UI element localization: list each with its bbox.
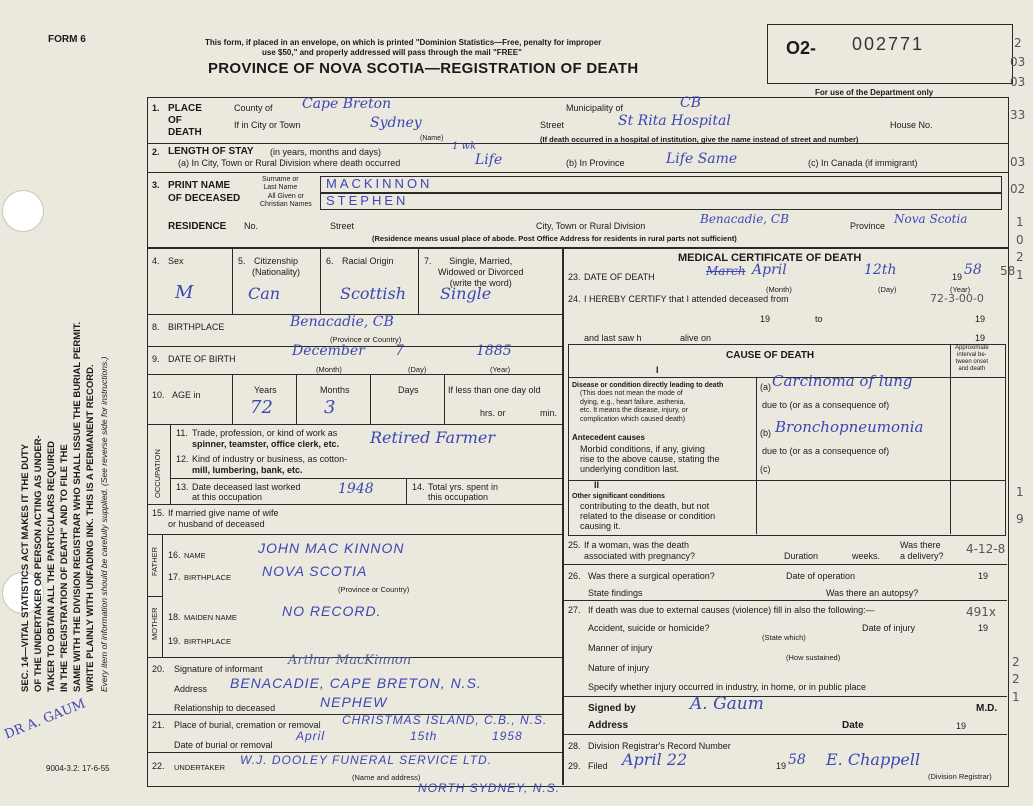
dob-month: December (292, 343, 365, 359)
burial-place-value: CHRISTMAS ISLAND, C.B., N.S. (342, 713, 548, 727)
pencil-code: 2 (1016, 250, 1024, 264)
pencil-code: 2 (1012, 655, 1020, 669)
informant-address-label: Address (174, 684, 208, 694)
father-name-label: NAME (184, 551, 206, 560)
item-20-number: 20. (152, 664, 165, 674)
record-number-label: Division Registrar's Record Number (588, 741, 731, 751)
footer-code: 9004-3.2: 17-6-55 (46, 764, 110, 773)
last-worked-value: 1948 (338, 481, 374, 497)
item-22-number: 22. (152, 761, 165, 771)
occupation-label: OCCUPATION (153, 449, 162, 498)
manner-label: Manner of injury (588, 643, 653, 653)
pencil-code: 02 (1010, 182, 1026, 196)
place-of-death-label: PLACE OF DEATH (168, 103, 202, 138)
residence-city-value: Benacadie, CB (700, 212, 789, 226)
industry-label-2: mill, lumbering, bank, etc. (192, 465, 303, 475)
pencil-code: 491x (966, 605, 997, 619)
street-value: St Rita Hospital (618, 113, 731, 129)
dob-year-sub: (Year) (490, 365, 511, 374)
dob-month-sub: (Month) (316, 365, 342, 374)
medical-certificate-title: MEDICAL CERTIFICATE OF DEATH (678, 252, 862, 264)
woman-label: If a woman, was the death (584, 540, 690, 550)
marital-value: Single (440, 284, 492, 303)
print-name-label: PRINT NAME (168, 180, 231, 191)
pencil-code: 72-3-00-0 (930, 292, 984, 305)
side-notice-5: SAME WITH THE DIVISION REGISTRAR WHO SHALL ISSUE THE BURIAL PERMIT. (72, 321, 83, 692)
disease-note: (This does not mean the mode of dying, e.g., heart failure, asthenia, etc. It means the disease, injury, or complication which caused death) (580, 390, 689, 423)
dob-day: 7 (395, 343, 404, 359)
death-year: 58 (964, 262, 982, 278)
city-value: Sydney (370, 115, 422, 131)
autopsy-label: Was there an autopsy? (826, 588, 919, 598)
pencil-code: 9 (1016, 512, 1024, 526)
item-24-number: 24. (568, 294, 581, 304)
item-28-number: 28. (568, 741, 581, 751)
trade-label-2: spinner, teamster, office clerk, etc. (192, 439, 340, 449)
mail-notice-line-2: use $50," and properly addressed will pass through the mail "FREE" (262, 48, 522, 57)
pencil-code: 1 (1016, 215, 1024, 229)
less-than-day-label: If less than one day old (448, 385, 541, 395)
external-label: If death was due to external causes (violence) fill in also the following:— (588, 605, 875, 615)
informant-address-value: BENACADIE, CAPE BRETON, N.S. (230, 675, 482, 691)
injury-date-label: Date of injury (862, 623, 916, 633)
department-note: For use of the Department only (815, 88, 934, 97)
item-13-number: 13. (176, 482, 189, 492)
item-25-number: 25. (568, 540, 581, 550)
burial-place-label: Place of burial, cremation or removal (174, 720, 321, 730)
accident-label: Accident, suicide or homicide? (588, 623, 710, 633)
sex-label: Sex (168, 256, 184, 266)
side-notice-1: SEC. 14—VITAL STATISTICS ACT MAKES IT THE DUTY (20, 443, 31, 692)
pencil-code: 1 (1016, 485, 1024, 499)
weeks-label: weeks. (852, 551, 881, 561)
undertaker-value-2: NORTH SYDNEY, N.S. (418, 781, 561, 795)
interval-label: Approximate interval be- tween onset and death (955, 345, 989, 372)
certify-to-year: 19 (975, 314, 986, 324)
father-name-value: JOHN MAC KINNON (258, 540, 405, 556)
mother-birthplace-label: BIRTHPLACE (184, 637, 231, 646)
county-value: Cape Breton (302, 96, 392, 112)
item-19-number: 19. (168, 636, 181, 646)
side-notice-4: IN THE "REGISTRATION OF DEATH" AND TO FILE THE (59, 444, 70, 692)
sex-value: M (175, 282, 194, 303)
father-label: FATHER (150, 546, 159, 576)
pencil-code: 2 (1014, 36, 1022, 50)
surname-label: Surname or Last Name (262, 176, 299, 191)
age-years-value: 72 (250, 397, 273, 418)
relationship-value: NEPHEW (320, 694, 388, 710)
father-birthplace-sub: (Province or Country) (338, 585, 410, 594)
residence-no-label: No. (244, 221, 259, 231)
min-label: min. (540, 408, 558, 418)
trade-value: Retired Farmer (370, 428, 495, 447)
specify-label: Specify whether injury occurred in industry, in home, or in public place (588, 682, 866, 692)
stay-b-label: (b) In Province (566, 158, 625, 168)
item-18-number: 18. (168, 612, 181, 622)
due-to-a: due to (or as a consequence of) (762, 400, 890, 410)
hospital-note: (If death occurred in a hospital of institution, give the name instead of street and number) (540, 135, 859, 144)
father-birthplace-value: NOVA SCOTIA (262, 563, 368, 579)
citizenship-label: Citizenship (Nationality) (252, 256, 301, 277)
length-of-stay-label: LENGTH OF STAY (168, 146, 254, 157)
citizenship-value: Can (248, 284, 281, 303)
page-title: PROVINCE OF NOVA SCOTIA—REGISTRATION OF DEATH (208, 60, 639, 77)
antecedent-label: Antecedent causes (572, 433, 645, 442)
other-conditions-label: Other significant conditions (572, 493, 665, 500)
address-label-2: Address (588, 720, 629, 731)
residence-city-label: City, Town or Rural Division (536, 221, 646, 231)
item-8-number: 8. (152, 322, 160, 332)
item-5-number: 5. (238, 256, 246, 266)
residence-note: (Residence means usual place of abode. Post Office Address for residents in rural parts not sufficient) (372, 234, 737, 243)
street-label: Street (540, 120, 565, 130)
punch-hole-top (2, 190, 44, 232)
item-2-number: 2. (152, 147, 160, 157)
registration-prefix: O2- (786, 38, 817, 58)
cause-b-value: Bronchopneumonia (775, 418, 924, 436)
part-one: I (656, 365, 659, 375)
death-month-sub: (Month) (766, 285, 792, 294)
item-26-number: 26. (568, 571, 581, 581)
married-name-label-2: or husband of deceased (168, 519, 265, 529)
mail-notice-line-1: This form, if placed in an envelope, on which is printed "Dominion Statistics—Free, penalty for improper (205, 38, 602, 47)
undertaker-value: W.J. DOOLEY FUNERAL SERVICE LTD. (240, 753, 493, 767)
of-deceased-label: OF DECEASED (168, 193, 241, 204)
last-worked-label-2: at this occupation (192, 492, 263, 502)
death-day-sub: (Day) (878, 285, 897, 294)
surgical-label: Was there a surgical operation? (588, 571, 715, 581)
pregnancy-label: associated with pregnancy? (584, 551, 696, 561)
municipality-value: CB (680, 95, 701, 111)
stay-b-value: Life Same (666, 151, 738, 167)
other-conditions-note: contributing to the death, but not related to the disease or condition causing it. (580, 501, 716, 531)
form-number: FORM 6 (48, 34, 86, 45)
item-6-number: 6. (326, 256, 334, 266)
residence-province-value: Nova Scotia (894, 212, 968, 226)
center-divider (562, 247, 564, 785)
residence-province-label: Province (850, 221, 886, 231)
industry-label: Kind of industry or business, as cotton- (192, 454, 348, 464)
death-day: 12th (864, 262, 897, 278)
filed-label: Filed (588, 761, 608, 771)
maiden-name-label: MAIDEN NAME (184, 613, 237, 622)
item-16-number: 16. (168, 550, 181, 560)
county-label: County of (234, 103, 273, 113)
cause-b-marker: (b) (760, 428, 771, 438)
dob-year: 1885 (476, 343, 512, 359)
pencil-code: 4-12-8 (966, 542, 1006, 556)
registration-number: 002771 (852, 34, 925, 54)
relationship-label: Relationship to deceased (174, 703, 276, 713)
nature-label: Nature of injury (588, 663, 650, 673)
birthplace-sub: (Province or Country) (330, 335, 402, 344)
age-years-label: Years (254, 385, 277, 395)
age-months-label: Months (320, 385, 350, 395)
given-value: STEPHEN (326, 193, 409, 208)
undertaker-label: UNDERTAKER (174, 763, 225, 772)
item-12-number: 12. (176, 454, 189, 464)
pencil-code: 1 (1016, 268, 1024, 282)
racial-value: Scottish (340, 284, 407, 303)
item-17-number: 17. (168, 572, 181, 582)
dob-label: DATE OF BIRTH (168, 354, 236, 364)
pencil-code: 0 (1016, 233, 1024, 247)
given-box (320, 193, 1002, 210)
item-10-number: 10. (152, 390, 165, 400)
total-years-label: Total yrs. spent in (428, 482, 499, 492)
item-27-number: 27. (568, 605, 581, 615)
state-which-sub: (State which) (762, 633, 806, 642)
alive-on-label: alive on (680, 333, 712, 343)
alive-on-year: 19 (975, 333, 986, 343)
filed-date: April 22 (622, 750, 688, 769)
marital-label: Single, Married, Widowed or Divorced (write the word) (438, 256, 524, 288)
item-15-number: 15. (152, 508, 165, 518)
pencil-code: 03 (1010, 155, 1026, 169)
married-name-label: If married give name of wife (168, 508, 279, 518)
md-label: M.D. (976, 703, 998, 714)
side-notice-7: Every item of information should be carefully supplied. (See reverse side for instructions.) (99, 356, 109, 692)
burial-month: April (296, 729, 326, 743)
pencil-code: 1 (1012, 690, 1020, 704)
death-month-struck: March (706, 264, 746, 278)
duration-label: Duration (784, 551, 819, 561)
age-days-label: Days (398, 385, 419, 395)
registrar-signature: E. Chappell (826, 750, 921, 769)
doctor-stamp: DR A. GAUM (2, 696, 88, 743)
given-label: All Given or Christian Names (260, 193, 312, 208)
delivery-label: Was there a delivery? (900, 540, 944, 561)
racial-label: Racial Origin (342, 256, 394, 266)
burial-day: 15th (410, 729, 438, 743)
residence-street-label: Street (330, 221, 355, 231)
item-14-number: 14. (412, 482, 425, 492)
cause-a-value: Carcinoma of lung (772, 372, 913, 390)
registrar-sub: (Division Registrar) (928, 772, 992, 781)
surname-value: MACKINNON (326, 176, 433, 191)
maiden-name-value: NO RECORD. (282, 603, 382, 619)
undertaker-sub: (Name and address) (352, 773, 421, 782)
cause-of-death-title: CAUSE OF DEATH (726, 350, 815, 361)
residence-label: RESIDENCE (168, 221, 227, 232)
injury-date-year: 19 (978, 623, 989, 633)
house-no-label: House No. (890, 120, 933, 130)
date-of-death-label: DATE OF DEATH (584, 272, 655, 282)
item-21-number: 21. (152, 720, 165, 730)
stay-a-label: (a) In City, Town or Rural Division where death occurred (178, 158, 401, 168)
age-months-value: 3 (324, 397, 336, 418)
filed-year: 58 (788, 752, 806, 768)
item-9-number: 9. (152, 354, 160, 364)
stay-a-note: 1 wk (452, 141, 477, 152)
age-label: AGE in (172, 390, 201, 400)
stay-units: (in years, months and days) (270, 147, 382, 157)
last-saw-label: and last saw h (584, 333, 642, 343)
death-year-prefix: 19 (952, 272, 963, 282)
death-month: April (752, 262, 787, 278)
part-two: II (594, 480, 600, 490)
item-3-number: 3. (152, 180, 160, 190)
certify-from-year: 19 (760, 314, 771, 324)
mother-label: MOTHER (150, 607, 159, 640)
pencil-code: 2 (1012, 672, 1020, 686)
item-1-number: 1. (152, 103, 160, 113)
item-11-number: 11. (176, 428, 188, 438)
physician-signature: A. Gaum (690, 694, 764, 714)
death-year-sub: (Year) (950, 285, 971, 294)
city-name-sub: (Name) (420, 135, 444, 142)
stay-c-label: (c) In Canada (if immigrant) (808, 158, 918, 168)
cause-a-marker: (a) (760, 382, 771, 392)
city-label: If in City or Town (234, 120, 301, 130)
signed-by-label: Signed by (588, 703, 636, 714)
certify-label: I HEREBY CERTIFY that I attended deceased from (584, 294, 789, 304)
burial-date-label: Date of burial or removal (174, 740, 273, 750)
operation-date-label: Date of operation (786, 571, 856, 581)
disease-label: Disease or condition directly leading to death (572, 382, 724, 389)
side-notice-2: OF THE UNDERTAKER OR PERSON ACTING AS UNDER- (33, 435, 44, 692)
item-7-number: 7. (424, 256, 432, 266)
filed-year-prefix: 19 (776, 761, 787, 771)
findings-label: State findings (588, 588, 643, 598)
side-notice-6: WRITE PLAINLY WITH UNFADING INK. THIS IS A PERMANENT RECORD. (85, 364, 96, 692)
operation-date-year: 19 (978, 571, 989, 581)
cause-c-marker: (c) (760, 464, 771, 474)
municipality-label: Municipality of (566, 103, 624, 113)
pencil-code: 58 (1000, 264, 1016, 278)
morbid-label: Morbid conditions, if any, giving rise to the above cause, stating the underlying condition last. (580, 444, 720, 474)
trade-label: Trade, profession, or kind of work as (192, 428, 338, 438)
father-birthplace-label: BIRTHPLACE (184, 573, 231, 582)
informant-label: Signature of informant (174, 664, 263, 674)
dob-day-sub: (Day) (408, 365, 427, 374)
stay-a-value: Life (475, 152, 503, 168)
last-worked-label: Date deceased last worked (192, 482, 301, 492)
birthplace-label: BIRTHPLACE (168, 322, 225, 332)
pencil-code: 03 (1010, 75, 1026, 89)
pencil-code: 33 (1010, 108, 1026, 122)
date-year: 19 (956, 721, 967, 731)
how-sustained-sub: (How sustained) (786, 653, 841, 662)
item-29-number: 29. (568, 761, 581, 771)
date-label: Date (842, 720, 864, 731)
item-4-number: 4. (152, 256, 160, 266)
total-years-label-2: this occupation (428, 492, 489, 502)
certify-to: to (815, 314, 823, 324)
burial-year: 1958 (492, 729, 523, 743)
due-to-b: due to (or as a consequence of) (762, 446, 890, 456)
side-notice-3: TAKER TO OBTAIN ALL THE PARTICULARS REQUIRED (46, 440, 57, 692)
informant-signature: Arthur MacKinnon (288, 653, 412, 668)
hrs-label: hrs. or (480, 408, 506, 418)
birthplace-value: Benacadie, CB (290, 314, 394, 330)
item-23-number: 23. (568, 272, 581, 282)
pencil-code: 03 (1010, 55, 1026, 69)
